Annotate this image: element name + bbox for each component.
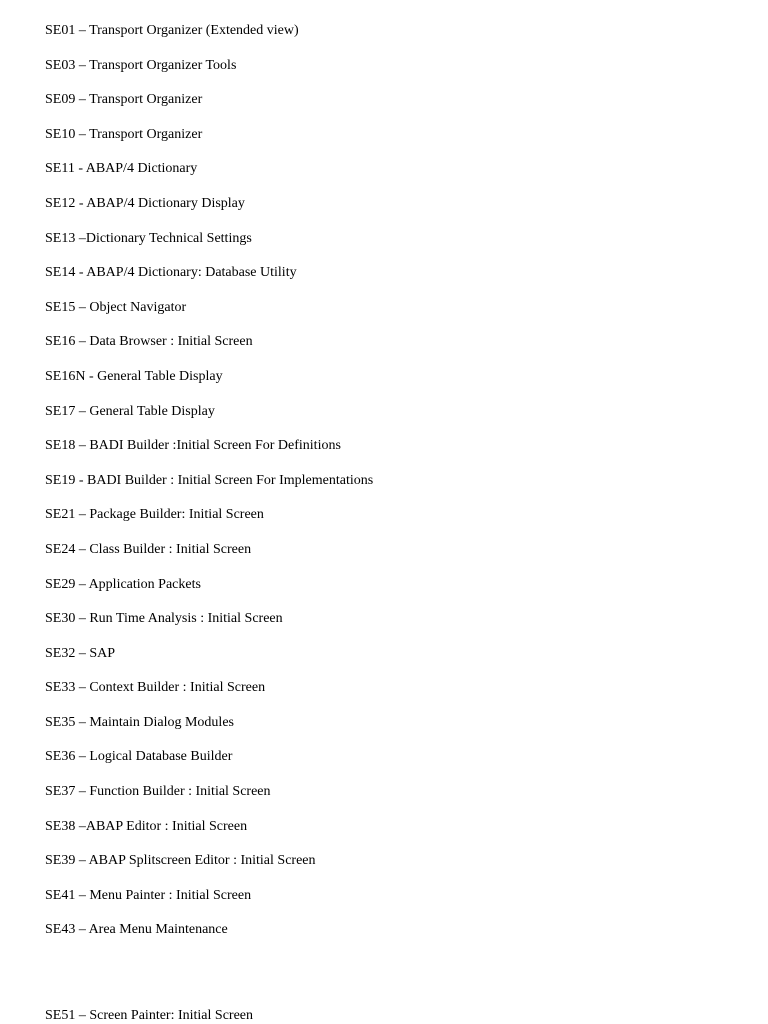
- list-item: SE16N - General Table Display: [45, 368, 223, 384]
- list-item: SE37 – Function Builder : Initial Screen: [45, 784, 271, 800]
- list-item: SE01 – Transport Organizer (Extended view): [45, 23, 299, 38]
- list-item: SE51 – Screen Painter: Initial Screen: [45, 1008, 253, 1024]
- list-item: SE18 – BADI Builder :Initial Screen For Definitions: [45, 438, 341, 454]
- list-item: SE33 – Context Builder : Initial Screen: [45, 680, 266, 696]
- list-item: SE15 – Object Navigator: [45, 299, 187, 315]
- list-item: SE36 – Logical Database Builder: [45, 749, 233, 765]
- list-item: SE17 – General Table Display: [45, 403, 215, 419]
- list-item: SE29 – Application Packets: [45, 576, 201, 592]
- list-item: SE13 –Dictionary Technical Settings: [45, 230, 252, 246]
- list-item: SE39 – ABAP Splitscreen Editor : Initial Screen: [45, 853, 316, 869]
- list-item: SE12 - ABAP/4 Dictionary Display: [45, 195, 245, 211]
- list-item: SE11 - ABAP/4 Dictionary: [45, 161, 198, 177]
- list-item: SE09 – Transport Organizer: [45, 92, 203, 108]
- list-item: SE14 - ABAP/4 Dictionary: Database Utility: [45, 265, 297, 281]
- list-item: SE19 - BADI Builder : Initial Screen For Implementations: [45, 472, 374, 488]
- list-item: SE21 – Package Builder: Initial Screen: [45, 507, 264, 523]
- list-item: SE10 – Transport Organizer: [45, 126, 203, 142]
- list-item: SE38 –ABAP Editor : Initial Screen: [45, 818, 248, 834]
- list-item: SE03 – Transport Organizer Tools: [45, 57, 237, 73]
- list-item: SE16 – Data Browser : Initial Screen: [45, 334, 253, 350]
- list-item: SE32 – SAP: [45, 645, 116, 661]
- list-item: SE30 – Run Time Analysis : Initial Screen: [45, 611, 283, 627]
- transaction-code-list: [45, 22, 745, 1024]
- list-item: SE41 – Menu Painter : Initial Screen: [45, 887, 252, 903]
- list-item: SE35 – Maintain Dialog Modules: [45, 714, 234, 730]
- list-item: SE43 – Area Menu Maintenance: [45, 922, 228, 938]
- list-item: SE24 – Class Builder : Initial Screen: [45, 541, 252, 557]
